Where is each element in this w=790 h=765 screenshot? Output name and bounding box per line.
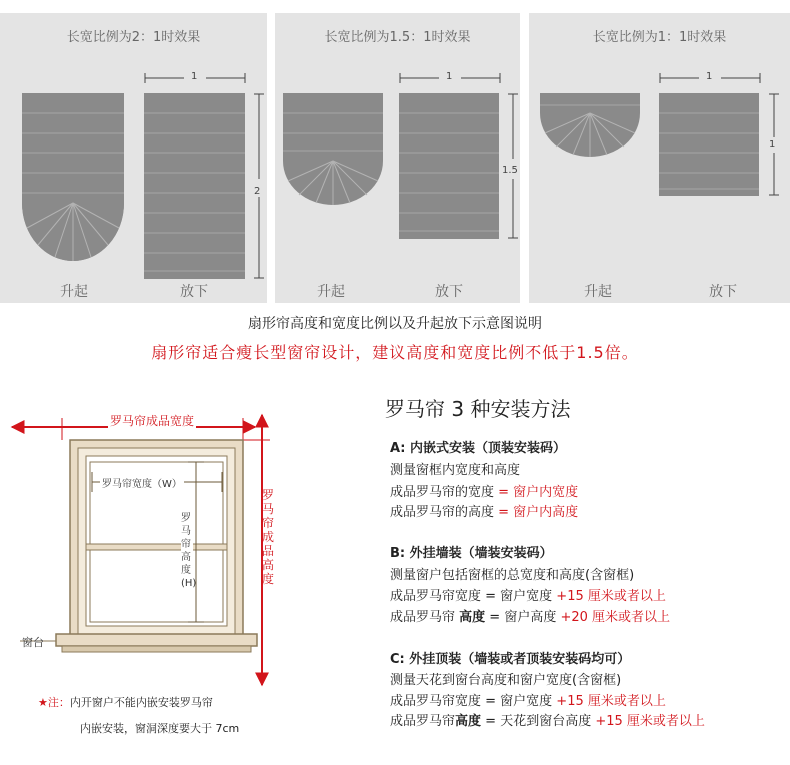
raised-label: 升起 xyxy=(584,284,612,300)
note-line-2: 内嵌安装，窗洞深度要大于 7cm xyxy=(80,722,240,735)
panel-ratio-2-1 xyxy=(0,13,267,303)
raised-label: 升起 xyxy=(317,284,345,300)
lowered-label: 放下 xyxy=(435,284,463,300)
lowered-blind-illustration xyxy=(399,93,501,239)
width-dim-label: 1 xyxy=(191,71,198,82)
method-b-line-3: 成品罗马帘 高度 = 窗户高度 +20 厘米或者以上 xyxy=(390,610,671,625)
width-dim-label: 1 xyxy=(706,71,713,82)
sill-label: 窗台 xyxy=(22,636,44,649)
height-dim-label: 1 xyxy=(769,139,776,150)
method-b-line-1: 测量窗户包括窗框的总宽度和高度(含窗框) xyxy=(390,568,635,583)
method-b-line-2: 成品罗马帘宽度 = 窗户宽度 +15 厘米或者以上 xyxy=(390,589,666,604)
lowered-blind-illustration xyxy=(659,93,761,196)
caption-line-2: 扇形帘适合瘦长型窗帘设计，建议高度和宽度比例不低于1.5倍。 xyxy=(151,343,639,362)
raised-blind-illustration xyxy=(283,93,385,208)
panel-title: 长宽比例为1.5：1时效果 xyxy=(324,30,471,45)
method-c-line-3: 成品罗马帘高度 = 天花到窗台高度 +15 厘米或者以上 xyxy=(390,714,705,729)
raised-blind-illustration xyxy=(22,93,127,268)
lowered-label: 放下 xyxy=(180,284,208,300)
method-a-heading: A: 内嵌式安装（顶装安装码） xyxy=(390,441,567,456)
blind-width-label: 罗马帘宽度（W） xyxy=(100,475,184,490)
method-a-line-3: 成品罗马帘的高度 = 窗户内高度 xyxy=(390,505,579,520)
panel-title: 长宽比例为2：1时效果 xyxy=(66,30,201,45)
window-measure-diagram xyxy=(0,400,300,690)
caption-line-1: 扇形帘高度和宽度比例以及升起放下示意图说明 xyxy=(248,316,542,332)
lowered-label: 放下 xyxy=(709,284,737,300)
panel-ratio-1-1 xyxy=(529,13,790,303)
raised-blind-illustration xyxy=(540,93,642,159)
method-c-line-2: 成品罗马帘宽度 = 窗户宽度 +15 厘米或者以上 xyxy=(390,694,666,709)
height-dim-label: 2 xyxy=(254,186,261,197)
method-a-line-1: 测量窗框内宽度和高度 xyxy=(390,463,521,478)
method-c-heading: C: 外挂顶装（墙装或者顶装安装码均可） xyxy=(390,652,631,667)
install-note xyxy=(38,694,213,710)
finished-width-label: 罗马帘成品宽度 xyxy=(110,414,195,428)
note-line-1: 内开窗户不能内嵌安装罗马帘 xyxy=(69,696,213,709)
raised-label: 升起 xyxy=(60,284,88,300)
method-b-heading: B: 外挂墙装（墙装安装码） xyxy=(390,546,553,561)
lowered-blind-illustration xyxy=(144,93,246,279)
finished-height-label: 罗马帘成品高度 xyxy=(262,488,275,586)
note-star: ★注： xyxy=(38,696,70,709)
method-c-line-1: 测量天花到窗台高度和窗户宽度(含窗框) xyxy=(390,673,622,688)
panel-ratio-1-5-1 xyxy=(275,13,520,303)
width-dim-label: 1 xyxy=(446,71,453,82)
blind-height-label: 罗马帘高度(H) xyxy=(181,513,197,589)
panel-title: 长宽比例为1：1时效果 xyxy=(592,30,727,45)
method-a-line-2: 成品罗马帘的宽度 = 窗户内宽度 xyxy=(390,485,579,500)
height-dim-label: 1.5 xyxy=(502,165,518,176)
methods-title: 罗马帘 3 种安装方法 xyxy=(385,397,571,421)
